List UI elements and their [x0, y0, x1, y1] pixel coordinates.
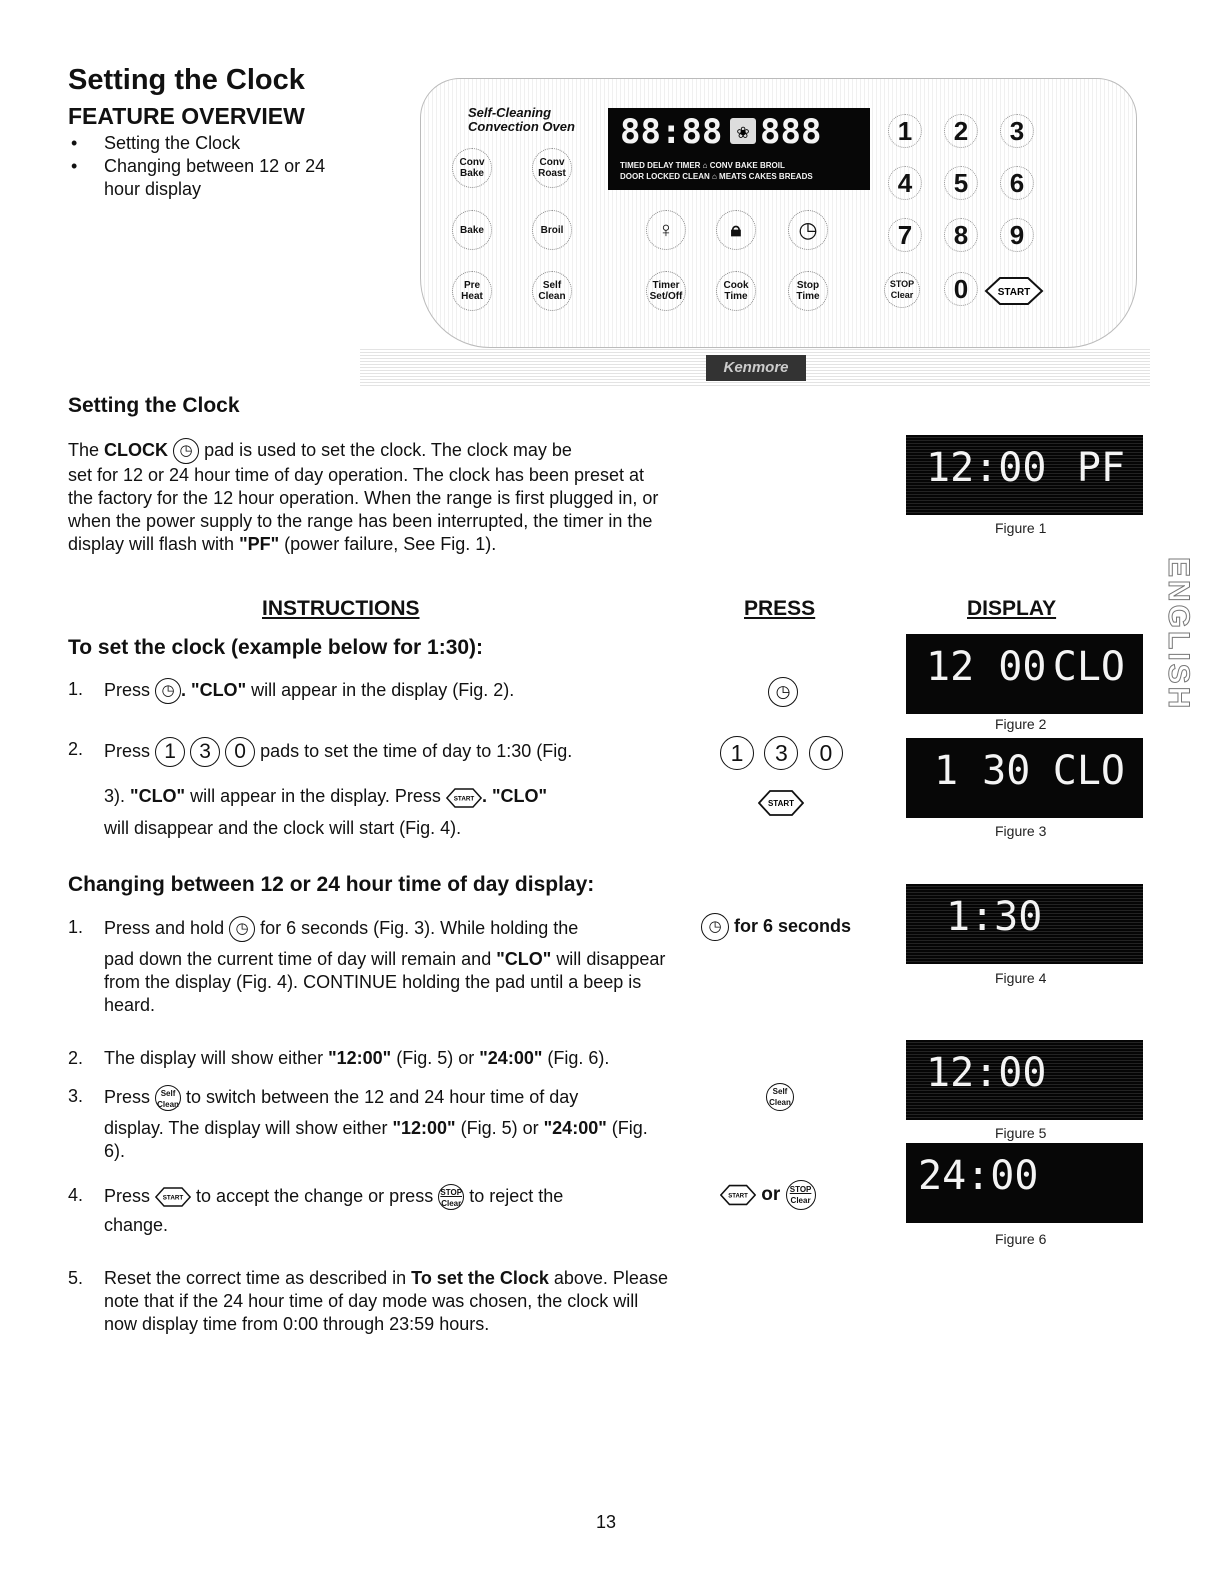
number-0-pad-icon: 0	[809, 736, 843, 770]
set-clock-heading: To set the clock (example below for 1:30):	[68, 636, 484, 659]
conv-roast-pad: Conv Roast	[532, 148, 572, 188]
change-step-3: 3. Press Self Clean to switch between the 12 and 24 hour time of day display. The display will show either "12:00" (Fig. 5) or "24:00" (Fig. 6).	[68, 1086, 648, 1162]
page-title: Setting the Clock	[68, 64, 305, 96]
svg-text:START: START	[728, 1193, 748, 1200]
key-4: 4	[888, 166, 922, 200]
change-step-5: 5. Reset the correct time as described in To set the Clock above. Please note that if the 24 hour time of day mode was chosen, the clock will now display time from 0:00 through 23:59 hours.	[68, 1268, 668, 1334]
svg-text:START: START	[997, 287, 1031, 298]
svg-text:START: START	[453, 795, 475, 803]
feature-list-item: • Setting the Clock	[71, 133, 241, 153]
key-9: 9	[1000, 218, 1034, 252]
fan-icon: ❀	[730, 118, 756, 144]
display-heading: DISPLAY	[967, 597, 1057, 620]
press-start-or-stop: START or STOP Clear	[720, 1180, 816, 1210]
number-1-pad-icon: 1	[155, 737, 185, 767]
self-clean-pad-icon: Self Clean	[155, 1085, 181, 1111]
number-3-pad-icon: 3	[190, 737, 220, 767]
start-pad-icon	[720, 1184, 756, 1206]
set-clock-step-1: 1. Press ◷ . "CLO" will appear in the display (Fig. 2).	[68, 678, 668, 704]
page-number: 13	[596, 1512, 617, 1532]
figure-6-display: 24:00	[906, 1143, 1143, 1223]
figure-1-caption: Figure 1	[995, 520, 1047, 536]
self-clean-pad: Self Clean	[532, 271, 572, 311]
figure-2-caption: Figure 2	[995, 716, 1047, 732]
start-pad-icon	[984, 276, 1044, 306]
instructions-heading: INSTRUCTIONS	[262, 597, 420, 620]
key-6: 6	[1000, 166, 1034, 200]
key-5: 5	[944, 166, 978, 200]
press-heading: PRESS	[744, 597, 816, 620]
figure-6-caption: Figure 6	[995, 1231, 1047, 1247]
clock-icon: ◷	[788, 210, 828, 250]
preheat-pad: Pre Heat	[452, 271, 492, 311]
panel-display: 88:88 ❀ 888 TIMED DELAY TIMER ⌂ CONV BAKE BROIL DOOR LOCKED CLEAN ⌂ MEATS CAKES BREADS	[608, 108, 870, 190]
key-7: 7	[888, 218, 922, 252]
figure-4-display: 1:30	[906, 884, 1143, 964]
clock-icon: ◷	[173, 438, 199, 464]
change-mode-heading: Changing between 12 or 24 hour time of day display:	[68, 873, 595, 896]
clock-icon: ◷	[701, 913, 729, 941]
stop-time-pad: Stop Time	[788, 271, 828, 311]
cook-time-pad: Cook Time	[716, 271, 756, 311]
clock-icon: ◷	[229, 916, 255, 942]
bake-pad: Bake	[452, 210, 492, 250]
key-2: 2	[944, 114, 978, 148]
lock-icon: 🔒︎	[716, 210, 756, 250]
press-hold-clock: ◷ for 6 seconds	[701, 913, 851, 941]
clock-icon: ◷	[768, 677, 798, 707]
timer-pad: Timer Set/Off	[646, 271, 686, 311]
intro-paragraph: The CLOCK ◷ pad is used to set the clock. The clock may be set for 12 or 24 hour time of day operation. The clock has been preset at the factory for the 12 hour operation. When the range is first plugged in, or when the power supply to the range has been interrupted, the timer in the display will flash with "PF" (power failure, See Fig. 1).	[68, 440, 659, 555]
figure-1-display: 12:00 PF	[906, 435, 1143, 515]
figure-4-caption: Figure 4	[995, 970, 1047, 986]
change-step-1: 1. Press and hold ◷ for 6 seconds (Fig. 3). While holding the pad down the current time of day will remain and "CLO" will disappear from the display (Fig. 4). CONTINUE holding the pad until a beep is heard.	[68, 917, 666, 1016]
section-title: Setting the Clock	[68, 394, 240, 417]
panel-brand: Self-Cleaning Convection Oven	[468, 105, 575, 134]
key-1: 1	[888, 114, 922, 148]
clock-icon: ◷	[155, 678, 181, 704]
svg-text:START: START	[767, 799, 795, 808]
light-bulb-icon: ♀	[646, 210, 686, 250]
figure-3-display: 1 30 CLO	[906, 738, 1143, 818]
start-pad-icon	[155, 1186, 191, 1208]
press-1-3-0	[720, 736, 843, 770]
key-8: 8	[944, 218, 978, 252]
self-clean-pad-icon: Self Clean	[766, 1083, 794, 1111]
svg-text:START: START	[162, 1194, 184, 1202]
feature-list	[68, 132, 358, 201]
stop-clear-pad-icon: STOP Clear	[438, 1184, 464, 1210]
key-0: 0	[944, 272, 978, 306]
stop-clear-pad-icon: STOP Clear	[786, 1180, 816, 1210]
figure-3-caption: Figure 3	[995, 823, 1047, 839]
change-step-2: 2. The display will show either "12:00" (Fig. 5) or "24:00" (Fig. 6).	[68, 1048, 610, 1068]
broil-pad: Broil	[532, 210, 572, 250]
feature-overview-heading: FEATURE OVERVIEW	[68, 103, 305, 129]
number-1-pad-icon: 1	[720, 736, 754, 770]
key-3: 3	[1000, 114, 1034, 148]
feature-list-item: • Changing between 12 or 24 hour display	[71, 156, 326, 199]
change-step-4: 4. Press START to accept the change or press STOP Clear to reject the change.	[68, 1185, 564, 1236]
stop-clear-pad: STOP Clear	[884, 272, 920, 308]
figure-5-display: 12:00	[906, 1040, 1143, 1120]
control-panel-illustration	[360, 78, 1150, 388]
set-clock-step-2: 2. Press 1 3 0 pads to set the time of day to 1:30 (Fig. 3). "CLO" will appear in the display. Press START . "CLO" will disappear and the clock will start (Fig. 4).	[68, 739, 573, 839]
start-pad-icon	[446, 787, 482, 809]
number-3-pad-icon: 3	[764, 736, 798, 770]
brand-logo: Kenmore	[706, 355, 806, 381]
conv-bake-pad: Conv Bake	[452, 148, 492, 188]
figure-5-caption: Figure 5	[995, 1125, 1047, 1141]
figure-2-display: 12 00 CLO	[906, 634, 1143, 714]
number-0-pad-icon: 0	[225, 737, 255, 767]
side-language-tab: ENGLISH	[1162, 557, 1195, 712]
start-pad-icon	[758, 790, 804, 816]
